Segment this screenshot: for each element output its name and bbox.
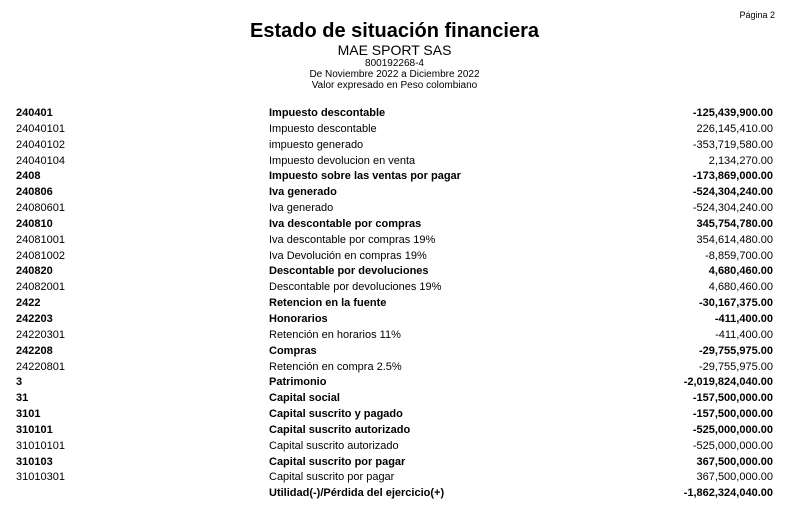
account-row bbox=[16, 486, 773, 502]
account-row bbox=[16, 344, 773, 360]
currency-note: Valor expresado en Peso colombiano bbox=[311, 80, 478, 91]
account-name: Retencion en la fuente bbox=[269, 297, 387, 310]
account-row bbox=[16, 106, 773, 122]
account-code: 3101 bbox=[16, 408, 41, 421]
account-value: 4,680,460.00 bbox=[708, 281, 773, 294]
account-row bbox=[16, 439, 773, 455]
account-row bbox=[16, 138, 773, 154]
account-name: Compras bbox=[269, 344, 317, 357]
report-title: Estado de situación financiera bbox=[250, 20, 539, 42]
account-row bbox=[16, 470, 773, 486]
account-code: 3 bbox=[16, 376, 23, 389]
account-row bbox=[16, 185, 773, 201]
account-value: -157,500,000.00 bbox=[692, 392, 773, 405]
account-code: 31 bbox=[16, 392, 29, 405]
account-name: Capital suscrito autorizado bbox=[269, 439, 399, 452]
account-row bbox=[16, 169, 773, 185]
report-header bbox=[0, 20, 789, 91]
account-code: 2408 bbox=[16, 170, 41, 183]
account-row bbox=[16, 296, 773, 312]
account-row bbox=[16, 328, 773, 344]
account-name: Retención en compra 2.5% bbox=[269, 360, 402, 373]
account-name: Capital suscrito por pagar bbox=[269, 455, 406, 468]
account-name: Impuesto descontable bbox=[269, 122, 377, 135]
account-value: 226,145,410.00 bbox=[696, 122, 773, 135]
account-value: -525,000,000.00 bbox=[692, 439, 773, 452]
account-value: 367,500,000.00 bbox=[696, 471, 773, 484]
account-row bbox=[16, 217, 773, 233]
company-name: MAE SPORT SAS bbox=[337, 42, 452, 58]
account-row bbox=[16, 264, 773, 280]
account-name: Descontable por devoluciones 19% bbox=[269, 281, 442, 294]
account-code: 24040102 bbox=[16, 138, 65, 151]
account-name: Capital suscrito y pagado bbox=[269, 408, 403, 421]
report-period: De Noviembre 2022 a Diciembre 2022 bbox=[309, 69, 480, 80]
account-code: 240401 bbox=[16, 107, 53, 119]
account-row bbox=[16, 407, 773, 423]
account-code: 240820 bbox=[16, 265, 53, 278]
account-value: -2,019,824,040.00 bbox=[683, 376, 773, 389]
account-value: 345,754,780.00 bbox=[696, 217, 773, 230]
account-row bbox=[16, 455, 773, 471]
account-row bbox=[16, 122, 773, 138]
account-name: Capital suscrito por pagar bbox=[269, 471, 395, 484]
account-value: -411,400.00 bbox=[714, 312, 773, 325]
account-row bbox=[16, 375, 773, 391]
tax-id: 800192268-4 bbox=[365, 58, 424, 69]
account-code: 24040101 bbox=[16, 122, 65, 135]
account-row bbox=[16, 249, 773, 265]
account-row bbox=[16, 360, 773, 376]
account-name: Retención en horarios 11% bbox=[269, 328, 401, 341]
account-code: 240810 bbox=[16, 217, 53, 230]
account-value: -1,862,324,040.00 bbox=[683, 487, 773, 500]
account-value: 2,134,270.00 bbox=[708, 154, 773, 167]
account-code: 24081002 bbox=[16, 249, 65, 262]
account-code: 24220301 bbox=[16, 328, 65, 341]
account-code: 242203 bbox=[16, 312, 53, 325]
account-code: 31010301 bbox=[16, 471, 65, 484]
account-name: Utilidad(-)/Pérdida del ejercicio(+) bbox=[269, 487, 445, 500]
account-row bbox=[16, 312, 773, 328]
account-code: 24220801 bbox=[16, 360, 65, 373]
account-value: -525,000,000.00 bbox=[692, 423, 773, 436]
account-value: 367,500,000.00 bbox=[696, 455, 773, 468]
account-code: 24080601 bbox=[16, 202, 65, 215]
account-code: 24040104 bbox=[16, 154, 65, 167]
account-code: 310103 bbox=[16, 455, 53, 468]
account-value: -524,304,240.00 bbox=[692, 186, 773, 199]
accounts-table bbox=[16, 106, 773, 502]
account-name: Iva Devolución en compras 19% bbox=[269, 249, 427, 262]
account-code: 240806 bbox=[16, 186, 53, 199]
account-name: Iva descontable por compras 19% bbox=[269, 233, 436, 246]
account-row bbox=[16, 280, 773, 296]
account-row bbox=[16, 154, 773, 170]
account-name: Iva descontable por compras bbox=[269, 217, 422, 230]
account-name: Impuesto descontable bbox=[269, 107, 386, 119]
account-value: -8,859,700.00 bbox=[705, 249, 773, 262]
account-name: Patrimonio bbox=[269, 376, 327, 389]
account-code: 31010101 bbox=[16, 439, 65, 452]
account-value: -29,755,975.00 bbox=[698, 344, 773, 357]
account-name: impuesto generado bbox=[269, 138, 364, 151]
account-code: 242208 bbox=[16, 344, 53, 357]
account-value: -157,500,000.00 bbox=[692, 408, 773, 421]
account-name: Capital suscrito autorizado bbox=[269, 423, 411, 436]
account-code: 24081001 bbox=[16, 233, 65, 246]
account-value: -29,755,975.00 bbox=[698, 360, 773, 373]
account-value: -353,719,580.00 bbox=[692, 138, 773, 151]
account-name: Impuesto devolucion en venta bbox=[269, 154, 416, 167]
account-value: -411,400.00 bbox=[715, 328, 773, 341]
account-row bbox=[16, 233, 773, 249]
account-row bbox=[16, 391, 773, 407]
account-code: 2422 bbox=[16, 297, 41, 310]
account-value: -125,439,900.00 bbox=[692, 107, 773, 119]
account-value: 354,614,480.00 bbox=[696, 233, 773, 246]
account-row bbox=[16, 201, 773, 217]
account-name: Impuesto sobre las ventas por pagar bbox=[269, 170, 461, 183]
page-number: Página 2 bbox=[739, 10, 775, 20]
account-code: 24082001 bbox=[16, 281, 65, 294]
account-name: Capital social bbox=[269, 392, 340, 405]
account-name: Descontable por devoluciones bbox=[269, 265, 429, 278]
account-value: 4,680,460.00 bbox=[708, 265, 773, 278]
account-row bbox=[16, 423, 773, 439]
account-code: 310101 bbox=[16, 423, 53, 436]
account-value: -173,869,000.00 bbox=[692, 170, 773, 183]
account-value: -30,167,375.00 bbox=[698, 297, 773, 310]
account-name: Iva generado bbox=[269, 202, 334, 215]
account-value: -524,304,240.00 bbox=[692, 202, 773, 215]
account-name: Honorarios bbox=[269, 312, 328, 325]
account-name: Iva generado bbox=[269, 186, 337, 199]
